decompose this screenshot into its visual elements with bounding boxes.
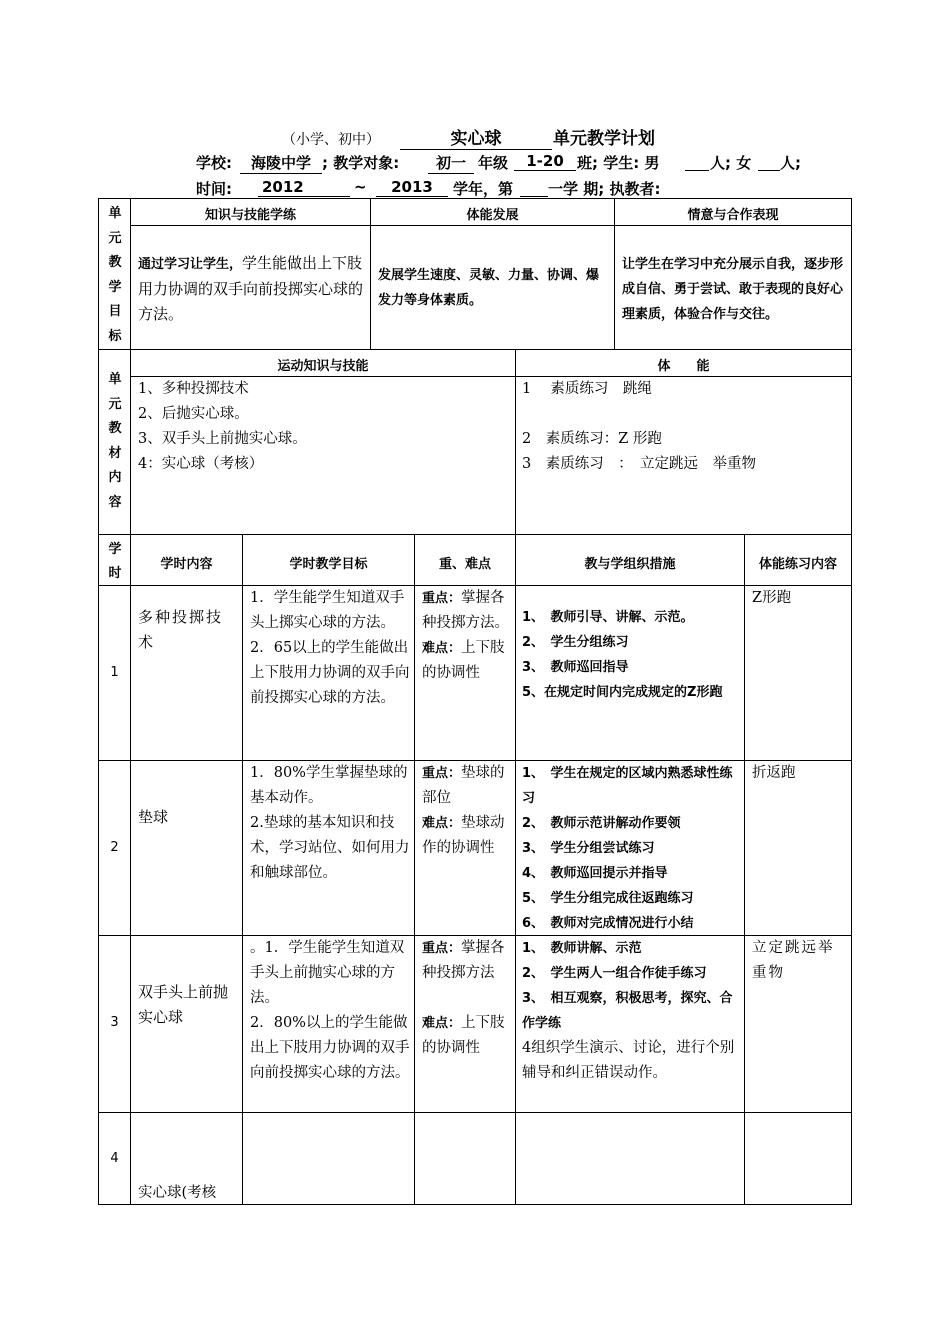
difficulty-text: 垫球动作的协调性 (422, 815, 505, 856)
key-text: 掌握各种投掷方法 (422, 940, 505, 981)
list-item: 6、 教师对完成情况进行小结 (522, 916, 694, 931)
time-label: 时间: (196, 180, 232, 198)
content-skill-1: 1、多种投掷技术 (138, 381, 249, 397)
level-prefix: （小学、初中） (282, 132, 380, 148)
difficulty-text: 上下肢的协调性 (422, 1015, 505, 1056)
classes-field: 1-20 (514, 152, 576, 171)
lesson-keypoints (422, 936, 512, 1061)
lesson-goal: 1．80%学生掌握垫球的基本动作。 2.垫球的基本知识和技术，学习站位、如何用力和触球部位。 (250, 765, 410, 881)
grade-field: 初一 (428, 152, 474, 174)
male-label: 人; 女 (710, 154, 752, 172)
lesson-topic: 实心球(考核 (138, 1185, 217, 1201)
content-fitness-2: 2 素质练习：Z 形跑 (522, 431, 662, 447)
lesson-measures (522, 761, 740, 936)
lesson-fitness: Z形跑 (752, 590, 792, 606)
content-fitness-1: 1 素质练习 跳绳 (522, 381, 652, 397)
lessons-header-goal: 学时教学目标 (289, 557, 368, 572)
lesson-keypoints (422, 761, 512, 861)
content-skill-3: 3、双手头上前抛实心球。 (138, 431, 307, 447)
lesson-measures (522, 936, 740, 1086)
grade-label: 年级 (478, 154, 509, 172)
goals-header-emotion: 情意与合作表现 (687, 208, 779, 223)
lesson-number: 1 (110, 665, 119, 680)
goals-fitness-text: 发展学生速度、灵敏、力量、协调、爆发力等身体素质。 (378, 268, 600, 308)
content-skill-4: 4：实心球（考核） (138, 456, 264, 472)
goals-knowledge-bold: 通过学习让学生， (138, 257, 243, 272)
lesson-keypoints (422, 586, 512, 686)
content-skill-2: 2、后抛实心球。 (138, 406, 249, 422)
list-item: 5、 学生分组完成往返跑练习 (522, 891, 694, 906)
list-item: 5、在规定时间内完成规定的Z形跑 (522, 685, 723, 700)
year-end-field: 2013 (376, 178, 448, 197)
lesson-number: 2 (110, 840, 119, 855)
list-item: 3、 教师巡回指导 (522, 660, 629, 675)
subject-field: 实心球 (400, 124, 552, 150)
list-item: 2、 学生分组练习 (522, 635, 629, 650)
lesson-topic: 双手头上前抛实心球 (138, 983, 229, 1026)
list-item: 4组织学生演示、讨论，进行个别辅导和纠正错误动作。 (522, 1040, 735, 1081)
list-item: 1、 学生在规定的区域内熟悉球性练习 (522, 766, 733, 806)
female-label: 人; (780, 154, 801, 172)
lesson-measures (522, 605, 740, 705)
content-header-fitness: 体 能 (657, 359, 710, 374)
key-text: 掌握各种投掷方法。 (422, 590, 509, 631)
lesson-goal: 。1．学生能学生知道双手头上前抛实心球的方法。 2．80%以上的学生能做出上下肢用力协调的双手向前投掷实心球的方法。 (250, 940, 410, 1081)
key-label: 重点： (422, 766, 462, 781)
list-item: 3、 学生分组尝试练习 (522, 841, 655, 856)
lesson-fitness: 立定跳远举重物 (752, 940, 835, 981)
lesson-topic: 垫球 (138, 808, 169, 826)
content-fitness-3: 3 素质练习 ： 立定跳远 举重物 (522, 456, 756, 472)
difficulty-label: 难点： (422, 816, 462, 831)
key-label: 重点： (422, 591, 462, 606)
list-item: 2、 学生两人一组合作徒手练习 (522, 966, 707, 981)
difficulty-label: 难点： (422, 641, 462, 656)
goals-knowledge-text (138, 251, 366, 327)
year-label: 学年，第 (453, 180, 514, 198)
difficulty-label: 难点： (422, 1016, 462, 1031)
class-label: 班; 学生: 男 (577, 154, 660, 172)
goals-emotion-text: 让学生在学习中充分展示自我，逐步形成自信、勇于尝试、敢于表现的良好心理素质，体验合作与交往。 (622, 257, 844, 322)
goals-header-knowledge: 知识与技能学练 (204, 208, 296, 223)
female-count-field (758, 152, 780, 171)
lessons-header-keypoints: 重、难点 (438, 557, 491, 572)
goals-side-label: 单元教学目标 (108, 206, 122, 344)
list-item: 3、 相互观察，积极思考，探究、合作学练 (522, 991, 733, 1031)
year-start-field: 2012 (258, 178, 350, 197)
lessons-header-fitness: 体能练习内容 (758, 557, 837, 572)
list-item: 4、 教师巡回提示并指导 (522, 866, 668, 881)
content-skills-list (138, 377, 508, 477)
year-tilde: ~ (354, 178, 367, 196)
goals-knowledge-rest: 学生能做出上下肢用力协调的双手向前投掷实心球的方法。 (138, 254, 364, 323)
lesson-topic: 多种投掷技术 (138, 608, 224, 651)
list-item: 1、 教师引导、讲解、示范。 (522, 610, 694, 625)
target-label: ; 教学对象: (322, 154, 400, 172)
lessons-header-measures: 教与学组织措施 (584, 557, 676, 572)
list-item: 1、 教师讲解、示范 (522, 941, 642, 956)
content-fitness-list (522, 377, 844, 477)
lesson-goal: 1．学生能学生知道双手头上掷实心球的方法。 2．65以上的学生能做出上下肢用力协调的双手向前投掷实心球的方法。 (250, 590, 410, 706)
school-label: 学校: (196, 154, 232, 172)
key-text: 垫球的部位 (422, 765, 505, 806)
term-label: 一学 期; 执教者: (548, 180, 661, 198)
content-header-skills: 运动知识与技能 (277, 359, 369, 374)
difficulty-text: 上下肢的协调性 (422, 640, 505, 681)
school-field: 海陵中学 (240, 152, 322, 174)
lesson-number: 3 (110, 1015, 119, 1030)
key-label: 重点： (422, 941, 462, 956)
lesson-fitness: 折返跑 (752, 765, 796, 781)
lessons-side-label: 学时 (108, 542, 122, 581)
term-field (520, 178, 548, 197)
lessons-header-topic: 学时内容 (160, 557, 213, 572)
list-item: 2、 教师示范讲解动作要领 (522, 816, 681, 831)
content-side-label: 单元教材内容 (108, 372, 122, 510)
male-count-field (685, 152, 709, 171)
plan-title: 单元教学计划 (553, 129, 655, 149)
goals-header-fitness: 体能发展 (466, 208, 519, 223)
lesson-number: 4 (110, 1151, 119, 1166)
